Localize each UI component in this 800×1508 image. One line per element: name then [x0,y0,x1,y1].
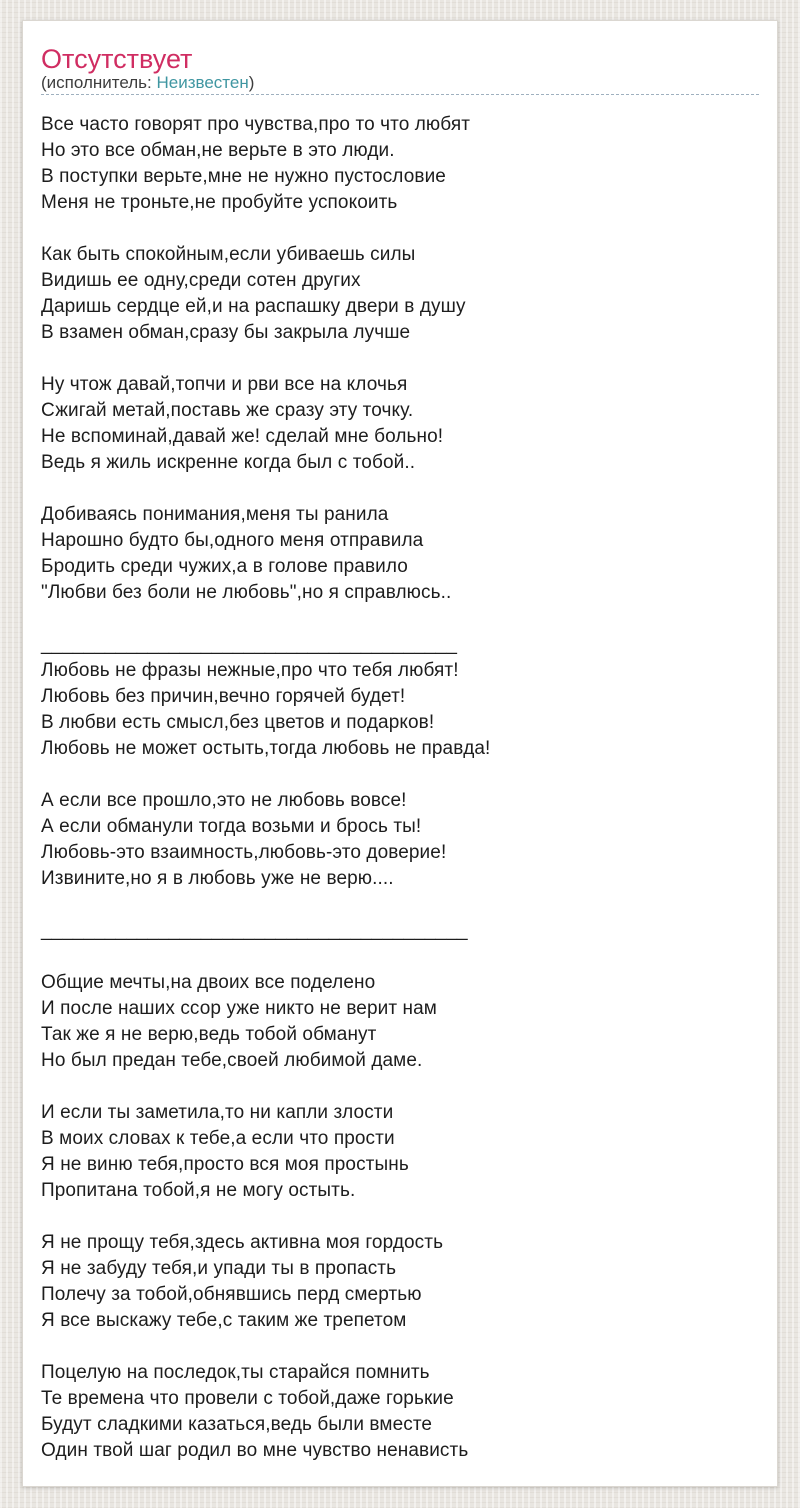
lyric-line: Все часто говорят про чувства,про то что любят [41,114,471,135]
lyric-line: Пропитана тобой,я не могу остыть. [41,1180,356,1201]
lyric-line: "Любви без боли не любовь",но я справлюсь.. [41,582,452,603]
lyric-line [41,1334,759,1360]
lyric-line: Я все выскажу тебе,с таким же трепетом [41,1310,407,1331]
lyric-line: Как быть спокойным,если убиваешь силы [41,244,416,265]
page-title: Отсутствует [41,44,193,74]
lyric-line: Ну чтож давай,топчи и рви все на клочья [41,374,408,395]
lyric-line [41,1204,759,1230]
lyric-line: Будут сладкими казаться,ведь были вместе [41,1414,433,1435]
lyric-line: Общие мечты,на двоих все поделено [41,972,376,993]
lyric-line: Добиваясь понимания,меня ты ранила [41,504,389,525]
lyric-line: Меня не троньте,не пробуйте успокоить [41,192,398,213]
artist-label-prefix: (исполнитель: [41,73,157,92]
lyric-line: Видишь ее одну,среди сотен других [41,270,361,291]
lyric-line: Ведь я жиль искренне когда был с тобой.. [41,452,416,473]
lyric-line: Любовь не фразы нежные,про что тебя любят! [41,660,459,681]
lyric-line: Но был предан тебе,своей любимой даме. [41,1050,423,1071]
lyric-line: Так же я не верю,ведь тобой обманут [41,1024,377,1045]
lyric-line: В взамен обман,сразу бы закрыла лучше [41,322,411,343]
lyric-line: Сжигай метай,поставь же сразу эту точку. [41,400,414,421]
lyric-line [41,346,759,372]
lyric-line: В любви есть смысл,без цветов и подарков! [41,712,435,733]
lyric-line: Но это все обман,не верьте в это люди. [41,140,395,161]
lyric-line: Даришь сердце ей,и на распашку двери в душу [41,296,466,317]
lyric-line [41,476,759,502]
lyric-line: А если все прошло,это не любовь вовсе! [41,790,407,811]
artist-label-suffix: ) [248,73,255,92]
lyric-line: Поцелую на последок,ты старайся помнить [41,1362,430,1383]
lyric-line: В поступки верьте,мне не нужно пустословие [41,166,446,187]
lyric-line [41,892,759,918]
lyric-line [41,762,759,788]
lyric-line: Один твой шаг родил во мне чувство ненависть [41,1440,469,1461]
lyric-line: Бродить среди чужих,а в голове правило [41,556,408,577]
artist-link[interactable]: Неизвестен [156,73,249,92]
lyric-line: Я не забуду тебя,и упади ты в пропасть [41,1258,397,1279]
lyric-line: Любовь без причин,вечно горячей будет! [41,686,406,707]
lyric-line: Не вспоминай,давай же! сделай мне больно! [41,426,444,447]
content-card [22,20,778,1487]
lyric-line: Я не виню тебя,просто вся моя простынь [41,1154,409,1175]
lyric-line [41,1074,759,1100]
lyrics [41,112,759,1464]
lyric-divider-line: _______________________________________ [41,634,458,655]
lyric-line [41,944,759,970]
lyric-line: Полечу за тобой,обнявшись перд смертью [41,1284,422,1305]
lyric-divider-line: ________________________________________ [41,920,468,941]
artist-line [41,73,759,95]
lyric-line [41,606,759,632]
lyric-line: Нарошно будто бы,одного меня отправила [41,530,424,551]
lyric-line [41,216,759,242]
lyric-line: Любовь-это взаимность,любовь-это доверие! [41,842,447,863]
lyric-line: Те времена что провели с тобой,даже горькие [41,1388,454,1409]
lyric-line: А если обманули тогда возьми и брось ты! [41,816,422,837]
lyric-line: Извините,но я в любовь уже не верю.... [41,868,394,889]
lyric-line: И если ты заметила,то ни капли злости [41,1102,394,1123]
lyric-line: Любовь не может остыть,тогда любовь не правда! [41,738,491,759]
lyric-line: Я не прощу тебя,здесь активна моя гордость [41,1232,444,1253]
lyric-line: И после наших ссор уже никто не верит нам [41,998,437,1019]
lyric-line: В моих словах к тебе,а если что прости [41,1128,395,1149]
